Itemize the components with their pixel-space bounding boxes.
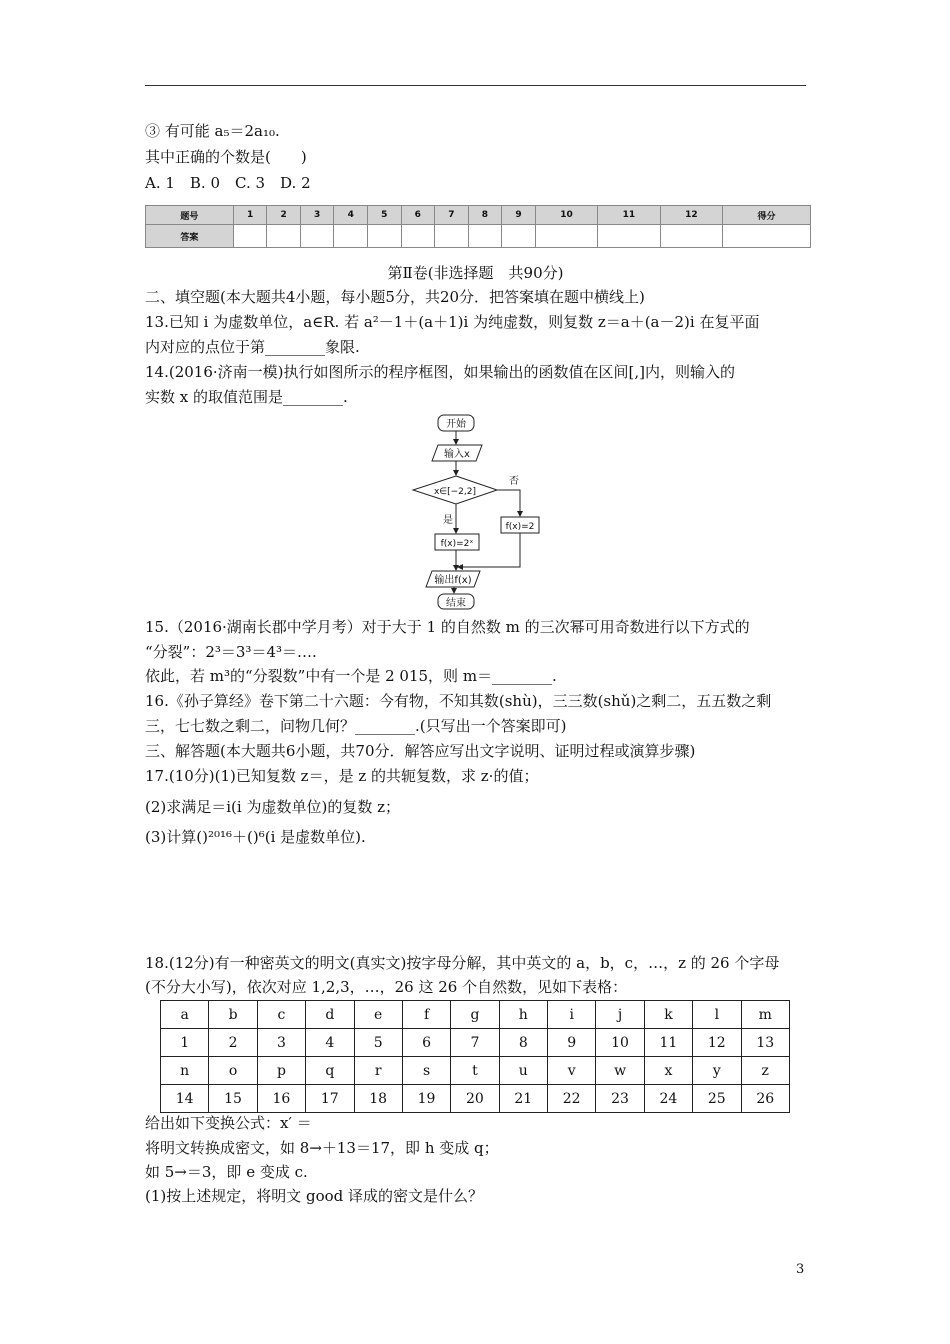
answer-grid-header-row <box>146 206 811 225</box>
cipher-cell: 18 <box>354 1085 402 1113</box>
cipher-cell: 24 <box>644 1085 692 1113</box>
cipher-cell: a <box>161 1001 209 1029</box>
flow-output-label: 输出f(x) <box>434 575 472 586</box>
cipher-cell: j <box>596 1001 644 1029</box>
answer-grid-header-cell: 3 <box>300 206 334 225</box>
q18-formula: 给出如下变换公式：x′ ＝ <box>145 1114 312 1132</box>
flow-end-label: 结束 <box>446 598 466 609</box>
q18-part1: (1)按上述规定，将明文 good 译成的密文是什么？ <box>145 1187 484 1205</box>
q12-item3: ③ 有可能 a₅＝2a₁₀. <box>145 122 280 140</box>
answer-grid-answer-cell[interactable] <box>367 225 401 248</box>
q16-line2: 三，七七数之剩二，问物几何？________.(只写出一个答案即可) <box>145 717 567 735</box>
answer-grid-answer-cell[interactable] <box>233 225 267 248</box>
q14-line1: 14.(2016·济南一模)执行如图所示的程序框图，如果输出的函数值在区间[,]内，则输入的 <box>145 363 735 381</box>
cipher-cell: q <box>306 1057 354 1085</box>
answer-grid-header-cell: 10 <box>535 206 597 225</box>
answer-grid-header-cell: 5 <box>367 206 401 225</box>
cipher-cell: k <box>644 1001 692 1029</box>
cipher-cell: 25 <box>693 1085 741 1113</box>
q12-choices: A. 1 B. 0 C. 3 D. 2 <box>145 174 311 192</box>
cipher-cell: 14 <box>161 1085 209 1113</box>
cipher-cell: 7 <box>451 1029 499 1057</box>
answer-grid-answer-cell[interactable] <box>300 225 334 248</box>
cipher-cell: 8 <box>499 1029 547 1057</box>
q16-line1: 16.《孙子算经》卷下第二十六题：今有物，不知其数(shù)，三三数(shǔ)之剩二，五五数之剩 <box>145 692 772 710</box>
cipher-cell: y <box>693 1057 741 1085</box>
answer-grid-answer-cell[interactable] <box>502 225 536 248</box>
cipher-table <box>160 1000 790 1113</box>
cipher-cell: 10 <box>596 1029 644 1057</box>
cipher-cell: 19 <box>402 1085 450 1113</box>
cipher-cell: o <box>209 1057 257 1085</box>
cipher-letters-row-1 <box>161 1001 790 1029</box>
cipher-cell: 17 <box>306 1085 354 1113</box>
answer-grid-header-cell: 题号 <box>146 206 234 225</box>
part2-title: 第Ⅱ卷(非选择题 共90分) <box>387 264 564 282</box>
q18-line2: (不分大小写)，依次对应 1,2,3，…，26 这 26 个自然数，见如下表格： <box>145 978 628 996</box>
answer-grid <box>145 205 811 248</box>
cipher-cell: 13 <box>741 1029 790 1057</box>
answer-grid-header-cell: 1 <box>233 206 267 225</box>
answer-grid-header-cell: 12 <box>660 206 722 225</box>
cipher-cell: e <box>354 1001 402 1029</box>
q15-line3: 依此，若 m³的“分裂数”中有一个是 2 015，则 m＝________. <box>145 667 557 685</box>
answer-grid-answer-cell[interactable] <box>598 225 660 248</box>
cipher-cell: h <box>499 1001 547 1029</box>
answer-grid-answer-cell[interactable] <box>723 225 811 248</box>
cipher-cell: 22 <box>548 1085 596 1113</box>
cipher-cell: 16 <box>257 1085 305 1113</box>
answer-grid-header-cell: 2 <box>267 206 301 225</box>
cipher-cell: u <box>499 1057 547 1085</box>
answer-grid-header-cell: 得分 <box>723 206 811 225</box>
cipher-cell: 12 <box>693 1029 741 1057</box>
cipher-cell: 9 <box>548 1029 596 1057</box>
cipher-numbers-row-1 <box>161 1029 790 1057</box>
cipher-cell: s <box>402 1057 450 1085</box>
cipher-cell: t <box>451 1057 499 1085</box>
answer-grid-header-cell: 4 <box>334 206 368 225</box>
cipher-cell: 20 <box>451 1085 499 1113</box>
cipher-cell: 6 <box>402 1029 450 1057</box>
flow-condition-label: x∈[−2,2] <box>433 487 477 497</box>
cipher-cell: n <box>161 1057 209 1085</box>
q14-line2: 实数 x 的取值范围是________. <box>145 388 348 406</box>
cipher-cell: z <box>741 1057 790 1085</box>
flow-yes-label: 是 <box>443 515 453 526</box>
q12-stem: 其中正确的个数是( ) <box>145 148 307 166</box>
cipher-cell: i <box>548 1001 596 1029</box>
cipher-cell: m <box>741 1001 790 1029</box>
program-flowchart <box>405 410 555 610</box>
cipher-cell: d <box>306 1001 354 1029</box>
cipher-numbers-row-2 <box>161 1085 790 1113</box>
header-rule <box>145 85 806 86</box>
section2-header: 二、填空题(本大题共4小题，每小题5分，共20分．把答案填在题中横线上) <box>145 288 645 306</box>
flow-start-label: 开始 <box>446 419 466 430</box>
cipher-cell: 26 <box>741 1085 790 1113</box>
flow-input-label: 输入x <box>444 449 470 460</box>
cipher-cell: c <box>257 1001 305 1029</box>
cipher-cell: v <box>548 1057 596 1085</box>
answer-grid-header-cell: 11 <box>598 206 660 225</box>
answer-grid-answer-cell[interactable] <box>535 225 597 248</box>
answer-grid-answer-cell[interactable] <box>334 225 368 248</box>
cipher-cell: 15 <box>209 1085 257 1113</box>
answer-grid-header-cell: 6 <box>401 206 435 225</box>
answer-grid-header-cell: 7 <box>435 206 469 225</box>
q18-example2: 如 5→＝3，即 e 变成 c. <box>145 1163 308 1181</box>
cipher-cell: 2 <box>209 1029 257 1057</box>
cipher-cell: 11 <box>644 1029 692 1057</box>
section3-header: 三、解答题(本大题共6小题，共70分．解答应写出文字说明、证明过程或演算步骤) <box>145 742 696 760</box>
q13-line2: 内对应的点位于第________象限. <box>145 338 360 356</box>
page-number: 3 <box>796 1262 805 1277</box>
answer-grid-answer-cell[interactable] <box>660 225 722 248</box>
answer-grid-header-cell: 9 <box>502 206 536 225</box>
cipher-cell: 4 <box>306 1029 354 1057</box>
cipher-cell: b <box>209 1001 257 1029</box>
cipher-cell: 21 <box>499 1085 547 1113</box>
q17-line1: 17.(10分)(1)已知复数 z＝，是 z 的共轭复数，求 z·的值； <box>145 767 539 785</box>
answer-grid-answer-row <box>146 225 811 248</box>
answer-grid-answer-cell[interactable] <box>401 225 435 248</box>
cipher-cell: w <box>596 1057 644 1085</box>
cipher-cell: g <box>451 1001 499 1029</box>
q15-line2: “分裂”：2³＝3³＝4³＝…. <box>145 643 317 661</box>
answer-grid-answer-cell[interactable] <box>435 225 469 248</box>
flow-no-label: 否 <box>509 476 519 487</box>
flow-assign-no-label: f(x)=2 <box>505 522 535 532</box>
q17-line2: (2)求满足＝i(i 为虚数单位)的复数 z； <box>145 798 400 816</box>
q13-line1: 13.已知 i 为虚数单位，a∈R. 若 a²－1＋(a＋1)i 为纯虚数，则复数 z＝a＋(a－2)i 在复平面 <box>145 313 760 331</box>
q18-line1: 18.(12分)有一种密英文的明文(真实文)按字母分解，其中英文的 a，b，c，…，z 的 26 个字母 <box>145 954 780 972</box>
answer-grid-header-cell: 8 <box>468 206 502 225</box>
q15-line1: 15.（2016·湖南长郡中学月考）对于大于 1 的自然数 m 的三次幂可用奇数进行以下方式的 <box>145 618 750 636</box>
q18-example1: 将明文转换成密文，如 8→＋13＝17，即 h 变成 q； <box>145 1139 499 1157</box>
cipher-cell: r <box>354 1057 402 1085</box>
answer-grid-answer-label: 答案 <box>146 225 234 248</box>
cipher-cell: l <box>693 1001 741 1029</box>
answer-grid-answer-cell[interactable] <box>468 225 502 248</box>
cipher-cell: 3 <box>257 1029 305 1057</box>
cipher-cell: p <box>257 1057 305 1085</box>
q17-line3: (3)计算()²⁰¹⁶＋()⁶(i 是虚数单位). <box>145 828 366 846</box>
answer-grid-answer-cell[interactable] <box>267 225 301 248</box>
cipher-cell: 23 <box>596 1085 644 1113</box>
cipher-cell: 1 <box>161 1029 209 1057</box>
cipher-cell: 5 <box>354 1029 402 1057</box>
cipher-letters-row-2 <box>161 1057 790 1085</box>
cipher-cell: f <box>402 1001 450 1029</box>
flow-assign-yes-label: f(x)=2ˣ <box>440 539 474 549</box>
cipher-cell: x <box>644 1057 692 1085</box>
